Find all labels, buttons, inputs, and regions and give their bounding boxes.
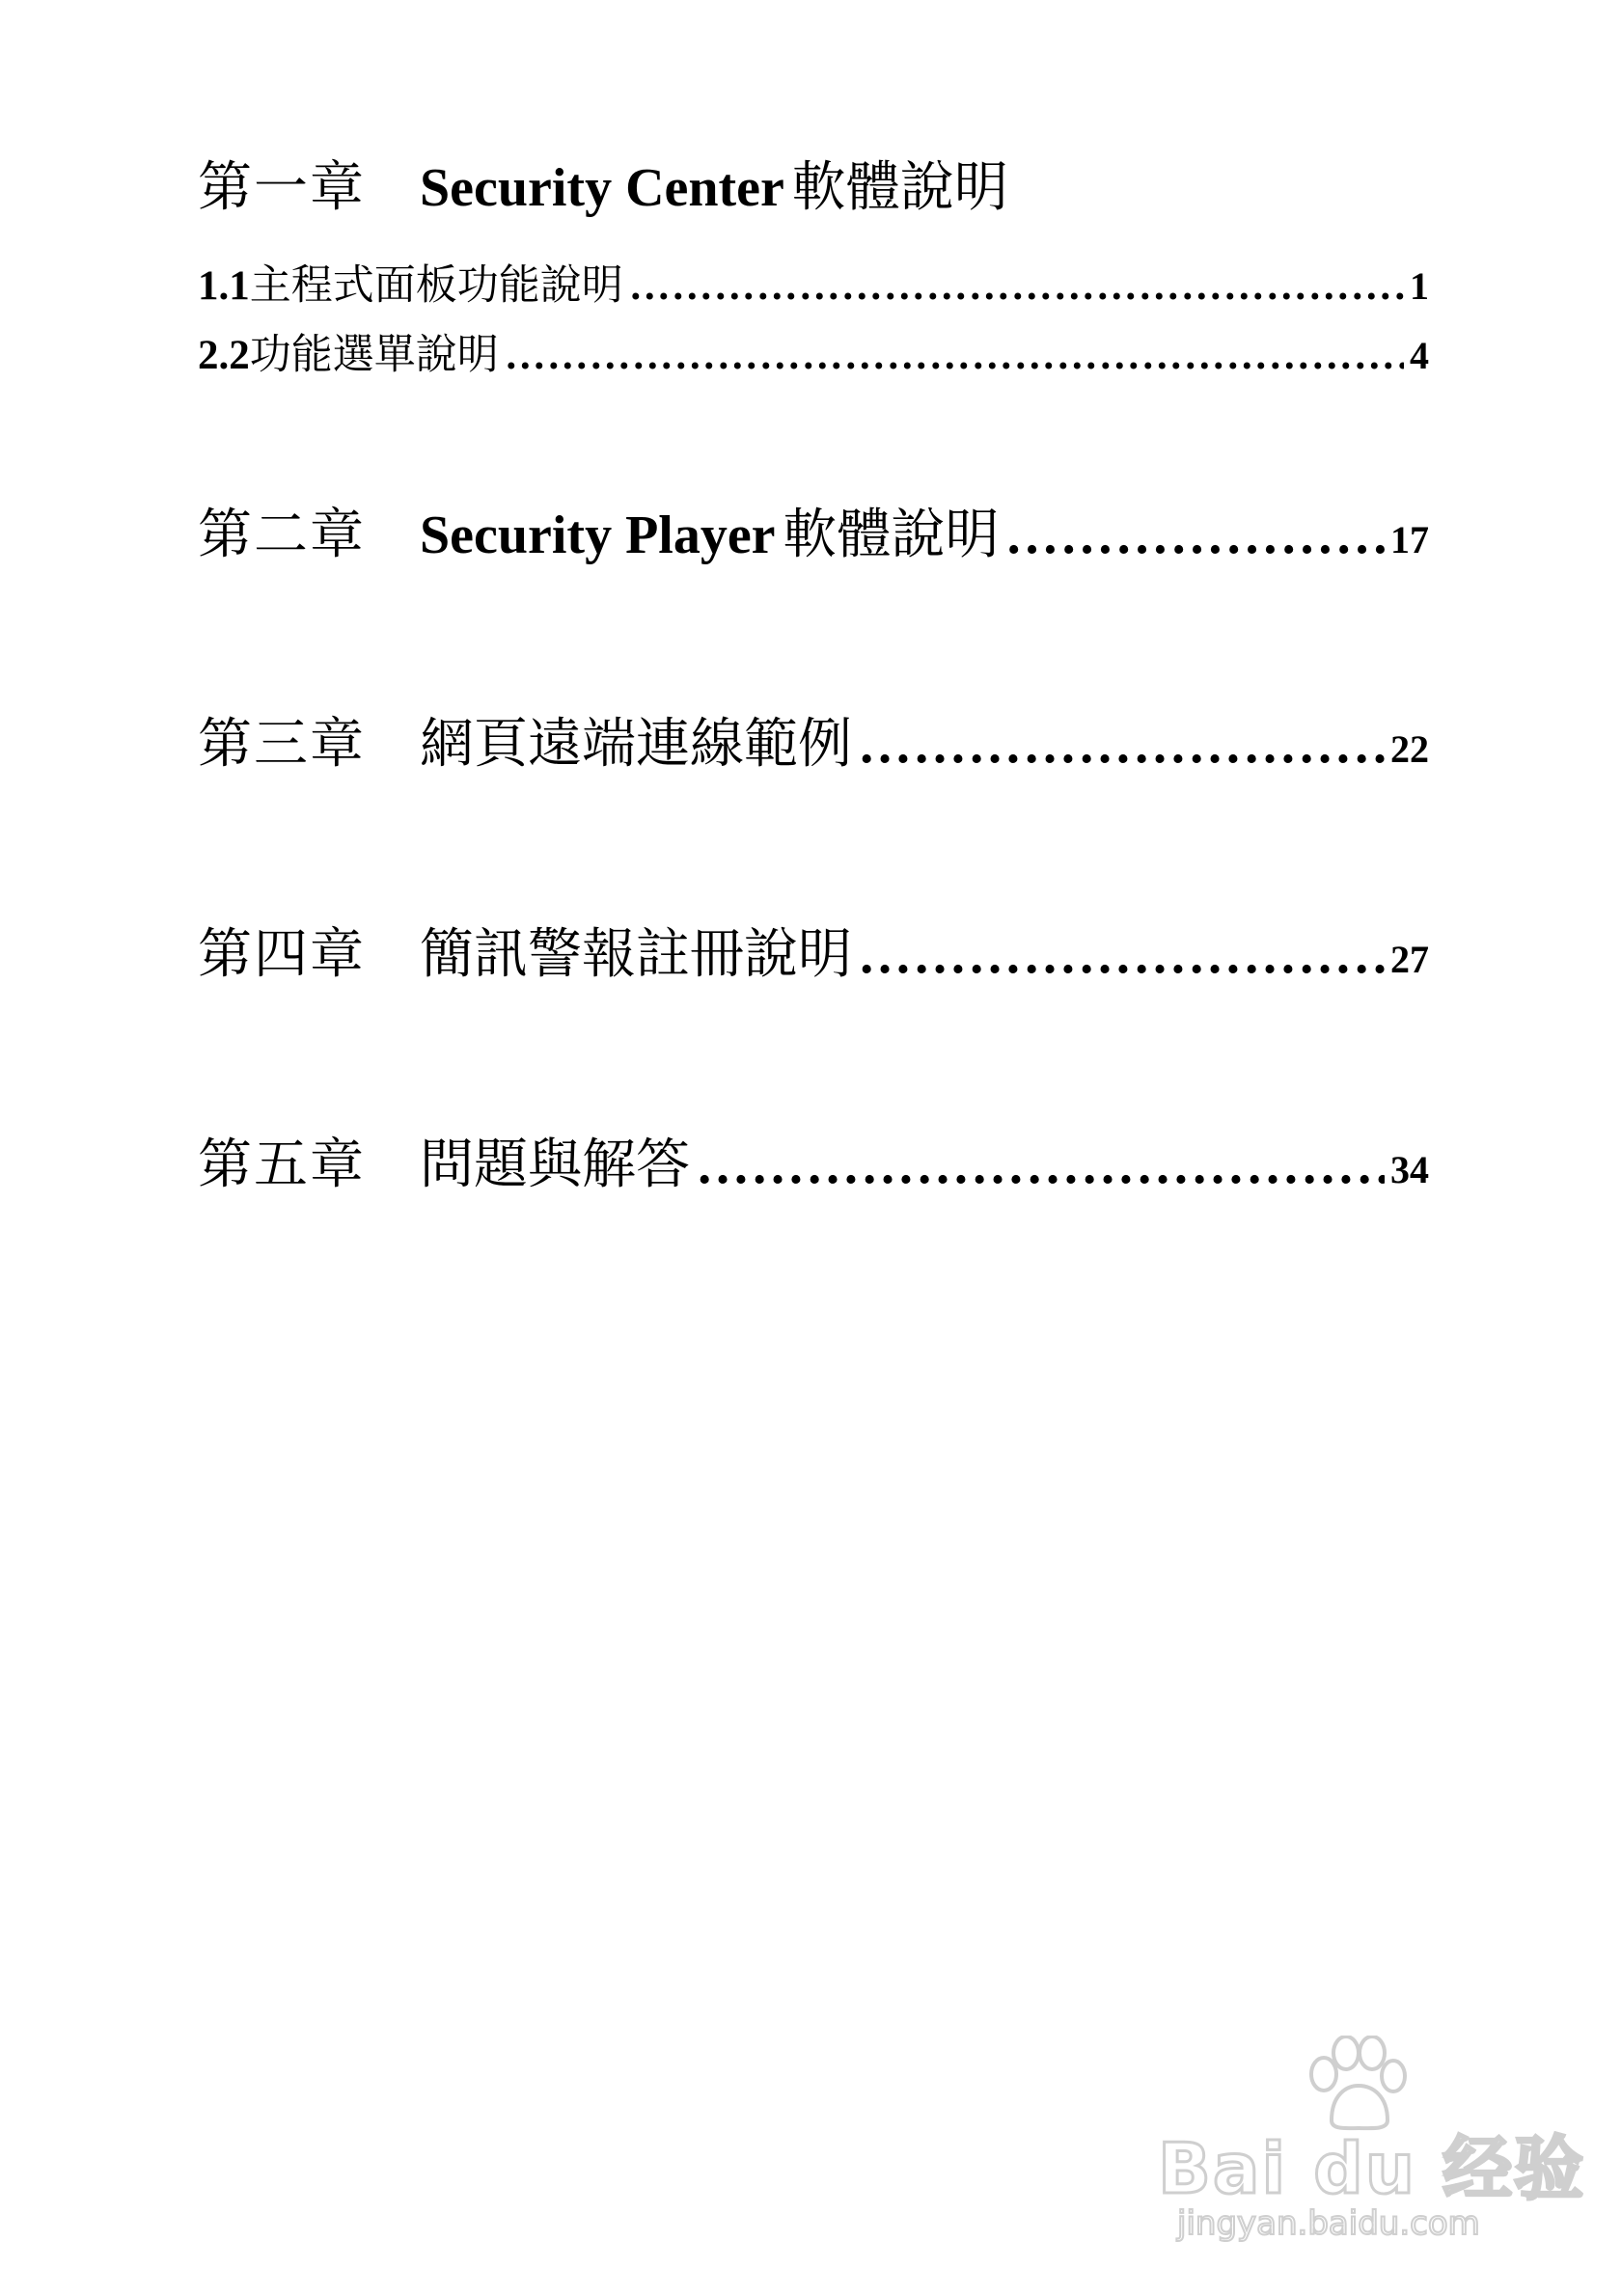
dot-leader bbox=[858, 714, 1385, 776]
page-number: 1 bbox=[1410, 264, 1429, 308]
chapter-1-title bbox=[420, 145, 1008, 222]
chapter-2-title-latin: Security Player bbox=[420, 506, 776, 565]
page-number: 22 bbox=[1390, 727, 1429, 771]
section-number: 1.1 bbox=[198, 263, 250, 309]
section-title: 功能選單說明 bbox=[249, 331, 499, 379]
page-number: 4 bbox=[1410, 334, 1429, 377]
chapter-1-number: 第一章 bbox=[198, 156, 366, 219]
chapter-1-title-latin: Security Center bbox=[420, 158, 784, 218]
toc-chapter-1[interactable] bbox=[198, 145, 1429, 222]
dot-leader bbox=[696, 1134, 1385, 1196]
chapter-5-number: 第五章 bbox=[198, 1134, 366, 1196]
chapter-1-title-cjk: 軟體說明 bbox=[791, 156, 1008, 219]
toc-section-2-2[interactable] bbox=[198, 322, 1429, 380]
chapter-4-title: 簡訊警報註冊說明 bbox=[420, 923, 852, 986]
toc-chapter-2[interactable] bbox=[198, 492, 1429, 569]
section-title: 主程式面板功能說明 bbox=[249, 261, 623, 310]
chapter-2-number: 第二章 bbox=[198, 504, 366, 566]
chapter-3-number: 第三章 bbox=[198, 713, 366, 776]
watermark-url: jingyan.baidu.com bbox=[1177, 2204, 1480, 2243]
chapter-2-title bbox=[420, 492, 1000, 569]
chapter-5-title: 問題與解答 bbox=[420, 1134, 690, 1196]
toc-chapter-3[interactable] bbox=[198, 701, 1429, 779]
section-number: 2.2 bbox=[198, 333, 250, 378]
watermark-brand: Bai du 经验 bbox=[1158, 2128, 1586, 2209]
page-number: 27 bbox=[1390, 938, 1429, 981]
toc-chapter-4[interactable] bbox=[198, 912, 1429, 989]
chapter-2-title-cjk: 軟體說明 bbox=[783, 504, 1000, 566]
dot-leader bbox=[629, 262, 1404, 310]
dot-leader bbox=[505, 332, 1404, 379]
page-number: 17 bbox=[1390, 518, 1429, 561]
dot-leader bbox=[858, 924, 1385, 986]
page-number: 34 bbox=[1390, 1148, 1429, 1191]
chapter-3-title: 網頁遠端連線範例 bbox=[420, 713, 852, 776]
chapter-4-number: 第四章 bbox=[198, 923, 366, 986]
toc-section-1-1[interactable] bbox=[198, 253, 1429, 311]
dot-leader bbox=[1005, 505, 1385, 566]
toc-chapter-5[interactable] bbox=[198, 1122, 1429, 1199]
baidu-watermark bbox=[1158, 2036, 1586, 2248]
